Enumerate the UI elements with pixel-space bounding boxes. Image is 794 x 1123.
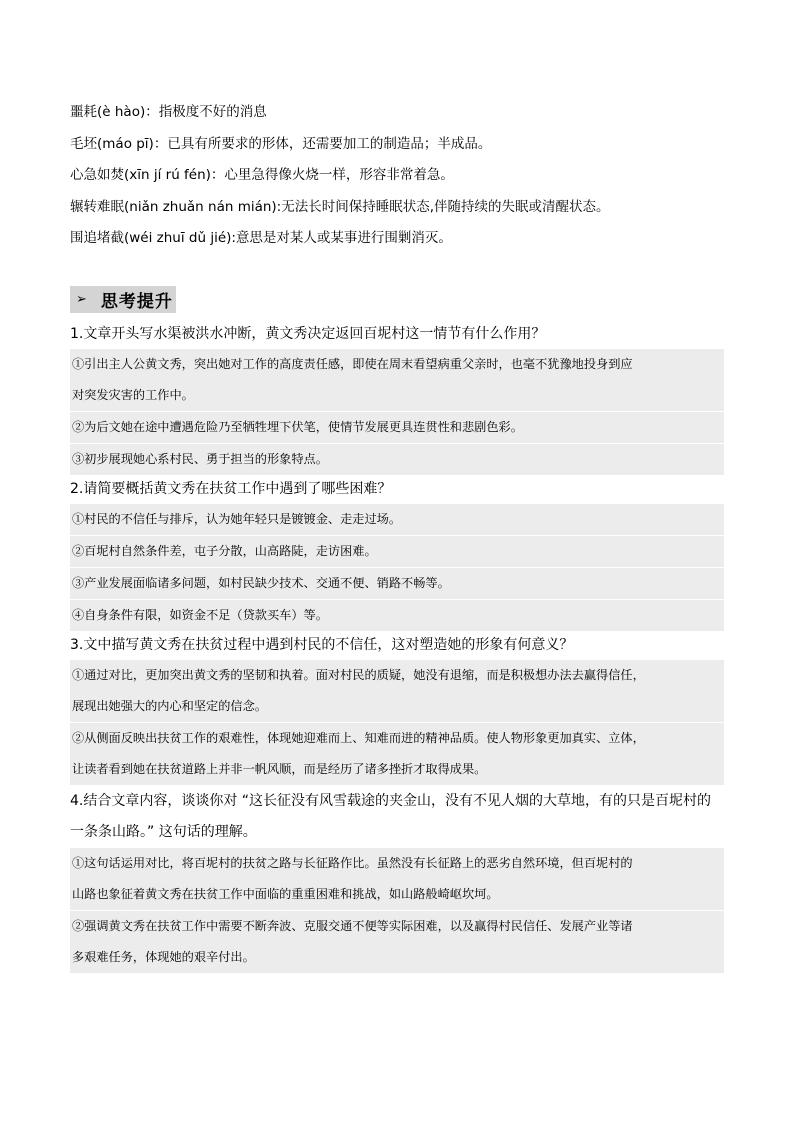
answer-item: ①村民的不信任与排斥，认为她年轻只是镀镀金、走走过场。 (72, 512, 402, 526)
vocab-item: 心急如焚(xīn jí rú fén)：心里急得像火烧一样，形容非常着急。 (70, 167, 454, 183)
vocabulary-list (70, 100, 730, 258)
answer-box (70, 504, 724, 631)
answer-item: ③产业发展面临诸多问题，如村民缺少技术、交通不便、销路不畅等。 (70, 567, 724, 599)
vocab-item: 辗转难眠(niǎn zhuǎn nán mián):无法长时间保持睡眠状态,伴随持续的失眠或清醒状态。 (70, 198, 610, 215)
section-heading (70, 286, 176, 313)
question-text: 3.文中描写黄文秀在扶贫过程中遇到村民的不信任，这对塑造她的形象有何意义？ (70, 637, 574, 653)
answer-item: ①引出主人公黄文秀，突出她对工作的高度责任感，即使在周末看望病重父亲时，也毫不犹豫地投身到应 对突发灾害的工作中。 (72, 357, 633, 402)
vocab-item: 围追堵截(wéi zhuī dǔ jié):意思是对某人或某事进行围剿消灭。 (70, 230, 452, 246)
answer-box (70, 349, 724, 475)
question-block-4 (70, 786, 724, 973)
question-block-3 (70, 630, 724, 785)
question-text: 1.文章开头写水渠被洪水冲断，黄文秀决定返回百坭村这一情节有什么作用？ (70, 326, 546, 342)
answer-item: ①通过对比，更加突出黄文秀的坚韧和执着。面对村民的质疑，她没有退缩，而是积极想办法去赢得信任， 展现出她强大的内心和坚定的信念。 (72, 668, 645, 713)
answer-item: ②为后文她在途中遭遇危险乃至牺牲埋下伏笔，使情节发展更具连贯性和悲剧色彩。 (70, 411, 724, 443)
vocab-item: 毛坯(máo pī)：已具有所要求的形体，还需要加工的制造品；半成品。 (70, 135, 492, 152)
answer-item: ②强调黄文秀在扶贫工作中需要不断奔波、克服交通不便等实际困难，以及赢得村民信任、发展产业等诸 多艰难任务，体现她的艰辛付出。 (70, 910, 724, 973)
answer-item: ④自身条件有限，如资金不足（贷款买车）等。 (70, 599, 724, 631)
answer-item: ②从侧面反映出扶贫工作的艰难性，体现她迎难而上、知难而进的精神品质。使人物形象更加真实、立体， 让读者看到她在扶贫道路上并非一帆风顺，而是经历了诸多挫折才取得成果。 (70, 722, 724, 785)
answer-box (70, 660, 724, 785)
question-text: 4.结合文章内容，谈谈你对 “这长征没有风雪载途的夹金山，没有不见人烟的大草地，有的只是百坭村的 一条条山路。” 这句话的理解。 (70, 793, 712, 840)
answer-item: ②百坭村自然条件差，屯子分散，山高路陡，走访困难。 (70, 535, 724, 567)
question-block-2 (70, 474, 724, 631)
question-block-1 (70, 319, 724, 475)
arrow-icon: ➢ (76, 292, 87, 307)
answer-item: ③初步展现她心系村民、勇于担当的形象特点。 (70, 443, 724, 475)
section-title: 思考提升 (100, 292, 173, 312)
answer-box (70, 848, 724, 973)
question-text: 2.请简要概括黄文秀在扶贫工作中遇到了哪些困难？ (70, 481, 392, 497)
answer-item: ①这句话运用对比，将百坭村的扶贫之路与长征路作比。虽然没有长征路上的恶劣自然环境，但百坭村的 山路也象征着黄文秀在扶贫工作中面临的重重困难和挑战，如山路般崎岖坎坷。 (72, 856, 633, 901)
vocab-item: 噩耗(è hào)：指极度不好的消息 (70, 104, 267, 120)
